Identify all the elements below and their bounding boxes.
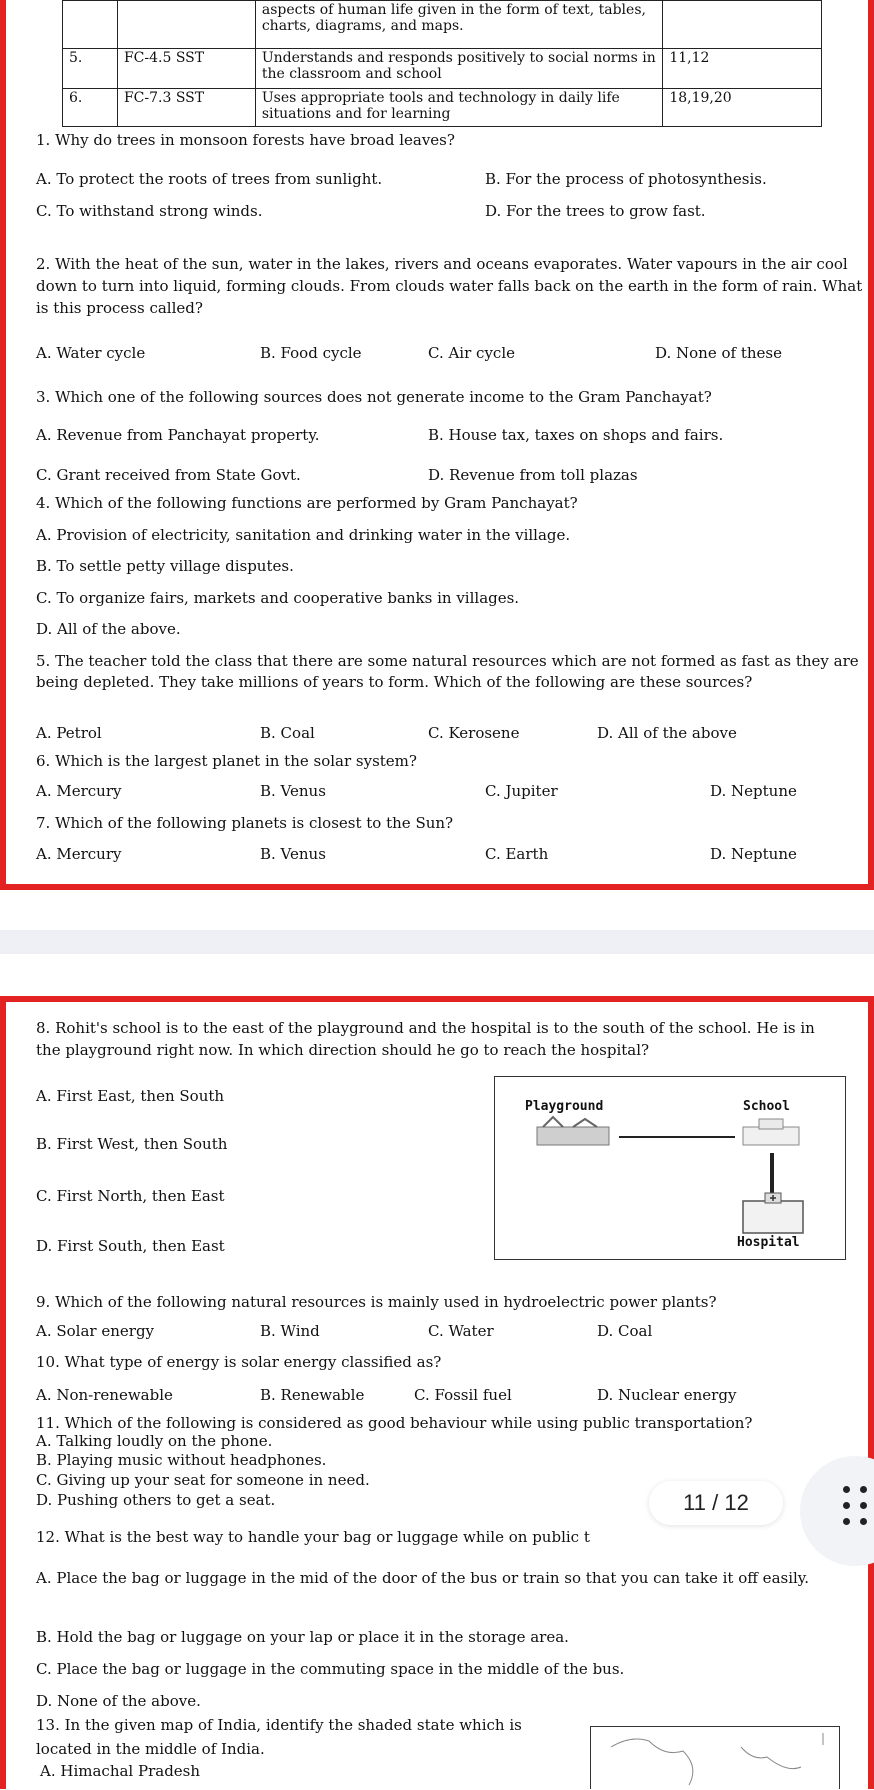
option-9d: D. Coal: [597, 1322, 653, 1340]
option-7b: B. Venus: [260, 845, 326, 863]
playground-icon: [537, 1117, 609, 1145]
question-7: 7. Which of the following planets is closest to the Sun?: [36, 814, 454, 832]
option-11b: B. Playing music without headphones.: [36, 1451, 327, 1469]
diagram-drawing: [495, 1077, 847, 1261]
hospital-label: Hospital: [737, 1235, 800, 1250]
option-13a: A. Himachal Pradesh: [40, 1762, 201, 1780]
page-indicator: 11 / 12: [649, 1481, 783, 1525]
option-6d: D. Neptune: [710, 782, 797, 800]
option-8b: B. First West, then South: [36, 1135, 228, 1153]
page-gap: [0, 896, 874, 996]
option-11d: D. Pushing others to get a seat.: [36, 1491, 276, 1509]
option-1b: B. For the process of photosynthesis.: [485, 170, 767, 188]
option-12a: A. Place the bag or luggage in the mid of the door of the bus or train so that you can take it off easily.: [36, 1569, 810, 1587]
option-12c: C. Place the bag or luggage in the commuting space in the middle of the bus.: [36, 1660, 625, 1678]
outcomes-table: [62, 0, 822, 127]
option-1c: C. To withstand strong winds.: [36, 202, 263, 220]
option-7a: A. Mercury: [36, 845, 122, 863]
playground-label: Playground: [525, 1099, 604, 1114]
option-3b: B. House tax, taxes on shops and fairs.: [428, 426, 724, 444]
hospital-icon: [743, 1193, 803, 1233]
school-label: School: [743, 1099, 790, 1114]
india-map-outline: [591, 1727, 841, 1790]
table-row: 6. FC-7.3 SST Uses appropriate tools and technology in daily life situations and for learning 18,19,20: [63, 89, 822, 127]
question-13: 13. In the given map of India, identify the shaded state which is located in the middle of India.: [36, 1716, 522, 1758]
option-5b: B. Coal: [260, 724, 315, 742]
option-1a: A. To protect the roots of trees from sunlight.: [36, 170, 383, 188]
option-3a: A. Revenue from Panchayat property.: [36, 426, 320, 444]
india-map: [590, 1726, 840, 1789]
option-12b: B. Hold the bag or luggage on your lap or place it in the storage area.: [36, 1628, 569, 1646]
option-11c: C. Giving up your seat for someone in need.: [36, 1471, 370, 1489]
option-9a: A. Solar energy: [36, 1322, 155, 1340]
option-2b: B. Food cycle: [260, 344, 362, 362]
option-6a: A. Mercury: [36, 782, 122, 800]
table-row: 5. FC-4.5 SST Understands and responds positively to social norms in the classroom and school 11,12: [63, 49, 822, 89]
option-12d: D. None of the above.: [36, 1692, 201, 1710]
school-icon: [743, 1119, 799, 1145]
option-9b: B. Wind: [260, 1322, 320, 1340]
option-10d: D. Nuclear energy: [597, 1386, 737, 1404]
option-4a: A. Provision of electricity, sanitation and drinking water in the village.: [36, 526, 571, 544]
option-10a: A. Non-renewable: [36, 1386, 173, 1404]
page-gap-shade: [0, 930, 874, 954]
option-10b: B. Renewable: [260, 1386, 365, 1404]
option-5d: D. All of the above: [597, 724, 737, 742]
option-8c: C. First North, then East: [36, 1187, 225, 1205]
option-4d: D. All of the above.: [36, 620, 181, 638]
option-6c: C. Jupiter: [485, 782, 558, 800]
question-2: 2. With the heat of the sun, water in the lakes, rivers and oceans evaporates. Water vapours in the air cool down to turn into liquid, forming clouds. From clouds water falls back on the earth in the form of rain. What is this process called?: [36, 255, 863, 317]
option-1d: D. For the trees to grow fast.: [485, 202, 706, 220]
question-4: 4. Which of the following functions are performed by Gram Panchayat?: [36, 494, 578, 512]
option-3c: C. Grant received from State Govt.: [36, 466, 301, 484]
question-5: 5. The teacher told the class that there are some natural resources which are not formed as fast as they are being depleted. They take millions of years to form. Which of the following are these sources?: [36, 652, 859, 691]
option-4c: C. To organize fairs, markets and cooperative banks in villages.: [36, 589, 520, 607]
table-row: aspects of human life given in the form of text, tables, charts, diagrams, and maps.: [63, 1, 822, 49]
option-10c: C. Fossil fuel: [414, 1386, 512, 1404]
question-11: 11. Which of the following is considered as good behaviour while using public transportation?: [36, 1414, 753, 1432]
option-6b: B. Venus: [260, 782, 326, 800]
option-4b: B. To settle petty village disputes.: [36, 557, 294, 575]
option-7c: C. Earth: [485, 845, 549, 863]
option-2c: C. Air cycle: [428, 344, 515, 362]
question-8: 8. Rohit's school is to the east of the playground and the hospital is to the south of the school. He is in the playground right now. In which direction should he go to reach the hospital?: [36, 1019, 815, 1059]
option-7d: D. Neptune: [710, 845, 797, 863]
question-1: 1. Why do trees in monsoon forests have broad leaves?: [36, 131, 455, 149]
question-12: 12. What is the best way to handle your bag or luggage while on public t: [36, 1528, 590, 1546]
option-8d: D. First South, then East: [36, 1237, 225, 1255]
option-3d: D. Revenue from toll plazas: [428, 466, 638, 484]
question-6: 6. Which is the largest planet in the solar system?: [36, 752, 417, 770]
option-9c: C. Water: [428, 1322, 494, 1340]
question-9: 9. Which of the following natural resources is mainly used in hydroelectric power plants?: [36, 1293, 717, 1311]
option-5a: A. Petrol: [36, 724, 102, 742]
question-10: 10. What type of energy is solar energy classified as?: [36, 1353, 442, 1371]
direction-diagram: [494, 1076, 846, 1260]
option-2d: D. None of these: [655, 344, 782, 362]
option-5c: C. Kerosene: [428, 724, 520, 742]
option-11a: A. Talking loudly on the phone.: [36, 1432, 273, 1450]
question-3: 3. Which one of the following sources does not generate income to the Gram Panchayat?: [36, 388, 712, 406]
option-8a: A. First East, then South: [36, 1087, 225, 1105]
option-2a: A. Water cycle: [36, 344, 146, 362]
